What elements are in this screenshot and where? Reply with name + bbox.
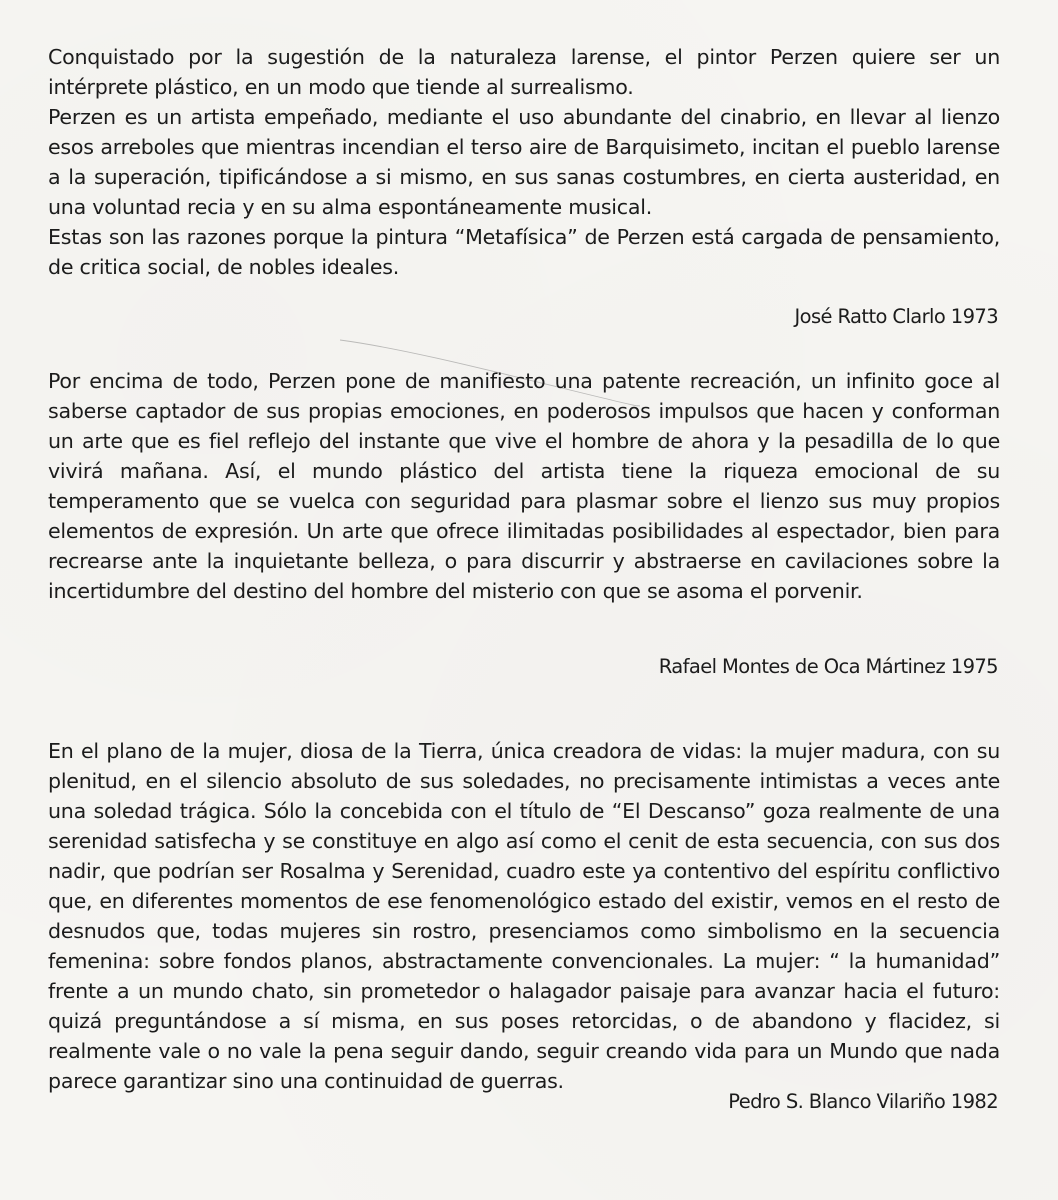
essay-paragraph: Estas son las razones porque la pintura “Metafísica” de Perzen está cargada de pensamiento, de critica social, de nobles ideales. [48, 225, 1000, 279]
essay-paragraph: Por encima de todo, Perzen pone de manifiesto una patente recreación, un infinito goce al saberse captador de sus propias emociones, en poderosos impulsos que hacen y conforman un arte que es fiel reflejo del instante que vive el hombre de ahora y la pesadilla de lo que vivirá mañana. Así, el mundo plástico del artista tiene la riqueza emocional de su temperamento que se vuelca con seguridad para plasmar sobre el lienzo sus muy propios elementos de expresión. Un arte que ofrece ilimitadas posibilidades al espectador, bien para recrearse ante la inquietante belleza, o para discurrir y abstraerse en cavilaciones sobre la incertidumbre del destino del hombre del misterio con que se asoma el porvenir. [48, 369, 1000, 603]
attribution-blanco-vilarino: Pedro S. Blanco Vilariño 1982 [728, 1090, 998, 1113]
essay-blanco-vilarino [48, 736, 1000, 1096]
essay-paragraph: En el plano de la mujer, diosa de la Tierra, única creadora de vidas: la mujer madura, con su plenitud, en el silencio absoluto de sus soledades, no precisamente intimistas a veces ante una soledad trágica. Sólo la concebida con el título de “El Descanso” goza realmente de una serenidad satisfecha y se constituye en algo así como el cenit de esta secuencia, con sus dos nadir, que podrían ser Rosalma y Serenidad, cuadro este ya contentivo del espíritu conflictivo que, en diferentes momentos de ese fenomenológico estado del existir, vemos en el resto de desnudos que, todas mujeres sin rostro, presenciamos como simbolismo en la secuencia femenina: sobre fondos planos, abstractamente convencionales. La mujer: “ la humanidad” frente a un mundo chato, sin prometedor o halagador paisaje para avanzar hacia el futuro: quizá preguntándose a sí misma, en sus poses retorcidas, o de abandono y flacidez, si realmente vale o no vale la pena seguir dando, seguir creando vida para un Mundo que nada parece garantizar sino una continuidad de guerras. [48, 739, 1000, 1093]
attribution-ratto-clarlo: José Ratto Clarlo 1973 [794, 305, 998, 328]
essay-montes-de-oca [48, 366, 1000, 606]
attribution-montes-de-oca: Rafael Montes de Oca Mártinez 1975 [658, 655, 998, 678]
essay-ratto-clarlo [48, 42, 1000, 282]
essay-paragraph: Conquistado por la sugestión de la naturaleza larense, el pintor Perzen quiere ser un intérprete plástico, en un modo que tiende al surrealismo. [48, 45, 1000, 99]
essay-paragraph: Perzen es un artista empeñado, mediante el uso abundante del cinabrio, en llevar al lienzo esos arreboles que mientras incendian el terso aire de Barquisimeto, incitan el pueblo larense a la superación, tipificándose a si mismo, en sus sanas costumbres, en cierta austeridad, en una voluntad recia y en su alma espontáneamente musical. [48, 105, 1000, 219]
